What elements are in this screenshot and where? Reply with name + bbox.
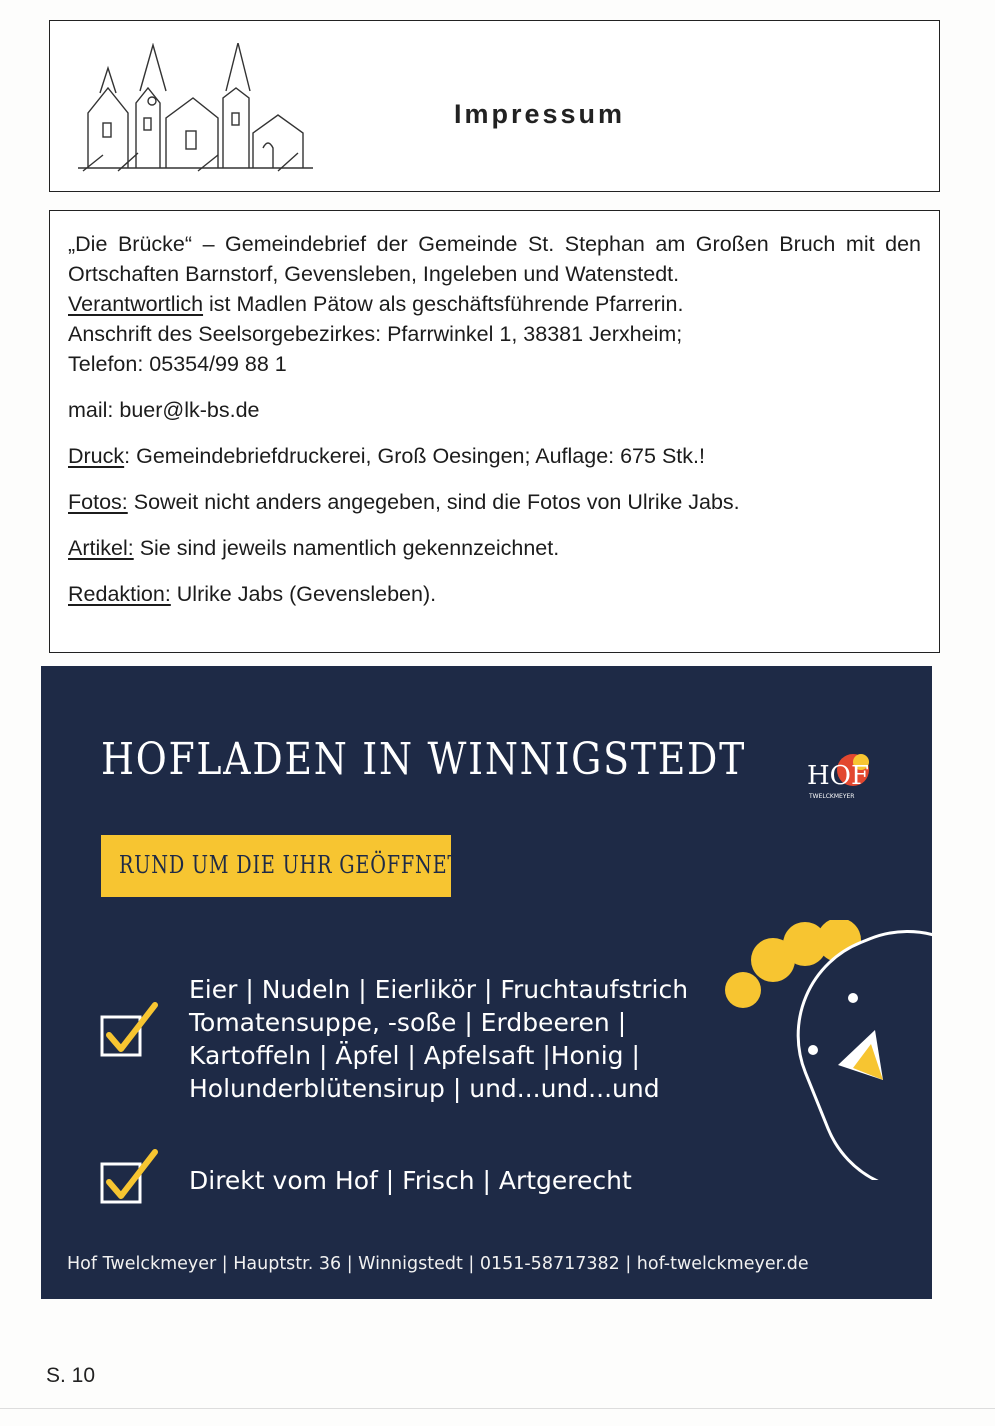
badge-text: RUND UM DIE UHR GEÖFFNET bbox=[119, 851, 462, 879]
product-line: Tomatensuppe, -soße | Erdbeeren | bbox=[189, 1008, 627, 1037]
photos-label: Fotos: bbox=[68, 490, 128, 514]
hof-logo bbox=[803, 748, 883, 823]
product-list bbox=[189, 973, 688, 1105]
logo-text: HOF bbox=[807, 761, 870, 791]
bottom-divider bbox=[0, 1408, 995, 1409]
page-title: Impressum bbox=[454, 99, 626, 129]
intro-paragraph: „Die Brücke“ – Gemeindebrief der Gemeinde St. Stephan am Großen Bruch mit den Ortschaften Barnstorf, Gevensleben, Ingeleben und Watenstedt. bbox=[68, 232, 921, 286]
quality-list bbox=[189, 1164, 632, 1197]
chicken-illustration-icon bbox=[713, 920, 932, 1180]
print-label: Druck bbox=[68, 444, 125, 468]
address-line: Anschrift des Seelsorgebezirkes: Pfarrwinkel 1, 38381 Jerxheim; bbox=[68, 322, 683, 346]
page-number: S. 10 bbox=[46, 1364, 96, 1387]
checkbox-checked-icon bbox=[99, 1148, 161, 1208]
articles-text: Sie sind jeweils namentlich gekennzeichnet. bbox=[133, 536, 560, 560]
responsible-text: ist Madlen Pätow als geschäftsführende Pfarrerin. bbox=[203, 292, 684, 316]
impressum-box bbox=[49, 210, 940, 653]
hof-logo-icon bbox=[803, 748, 883, 818]
editorial-text: Ulrike Jabs (Gevensleben). bbox=[170, 582, 437, 606]
ad-footer-contact: Hof Twelckmeyer | Hauptstr. 36 | Winnigstedt | 0151-58717382 | hof-twelckmeyer.de bbox=[67, 1254, 809, 1274]
print-line bbox=[68, 441, 921, 471]
ad-headline: HOFLADEN IN WINNIGSTEDT bbox=[101, 734, 747, 785]
photos-line bbox=[68, 487, 921, 517]
photos-text: Soweit nicht anders angegeben, sind die Fotos von Ulrike Jabs. bbox=[127, 490, 740, 514]
product-line: Holunderblütensirup | und...und...und bbox=[189, 1074, 660, 1103]
checkbox-checked-icon bbox=[99, 1001, 161, 1061]
logo-subtext: TWELCKMEYER bbox=[809, 793, 855, 800]
editorial-label: Redaktion: bbox=[68, 582, 171, 606]
opening-badge bbox=[101, 835, 462, 897]
header-box bbox=[49, 20, 940, 192]
responsible-line bbox=[68, 289, 921, 319]
phone-line: Telefon: 05354/99 88 1 bbox=[68, 352, 287, 376]
hofladen-advertisement bbox=[41, 666, 932, 1299]
impressum-text bbox=[68, 229, 921, 609]
articles-line bbox=[68, 533, 921, 563]
church-towers-sketch-icon bbox=[78, 43, 318, 173]
print-text: : Gemeindebriefdruckerei, Groß Oesingen; Auflage: 675 Stk.! bbox=[124, 444, 705, 468]
quality-line: Direkt vom Hof | Frisch | Artgerecht bbox=[189, 1166, 632, 1195]
mail-line: mail: buer@lk-bs.de bbox=[68, 398, 260, 422]
articles-label: Artikel: bbox=[68, 536, 134, 560]
product-line: Eier | Nudeln | Eierlikör | Fruchtaufstrich bbox=[189, 975, 689, 1004]
responsible-label: Verantwortlich bbox=[68, 292, 204, 316]
product-line: Kartoffeln | Äpfel | Apfelsaft |Honig | bbox=[189, 1041, 640, 1070]
editorial-line bbox=[68, 579, 921, 609]
